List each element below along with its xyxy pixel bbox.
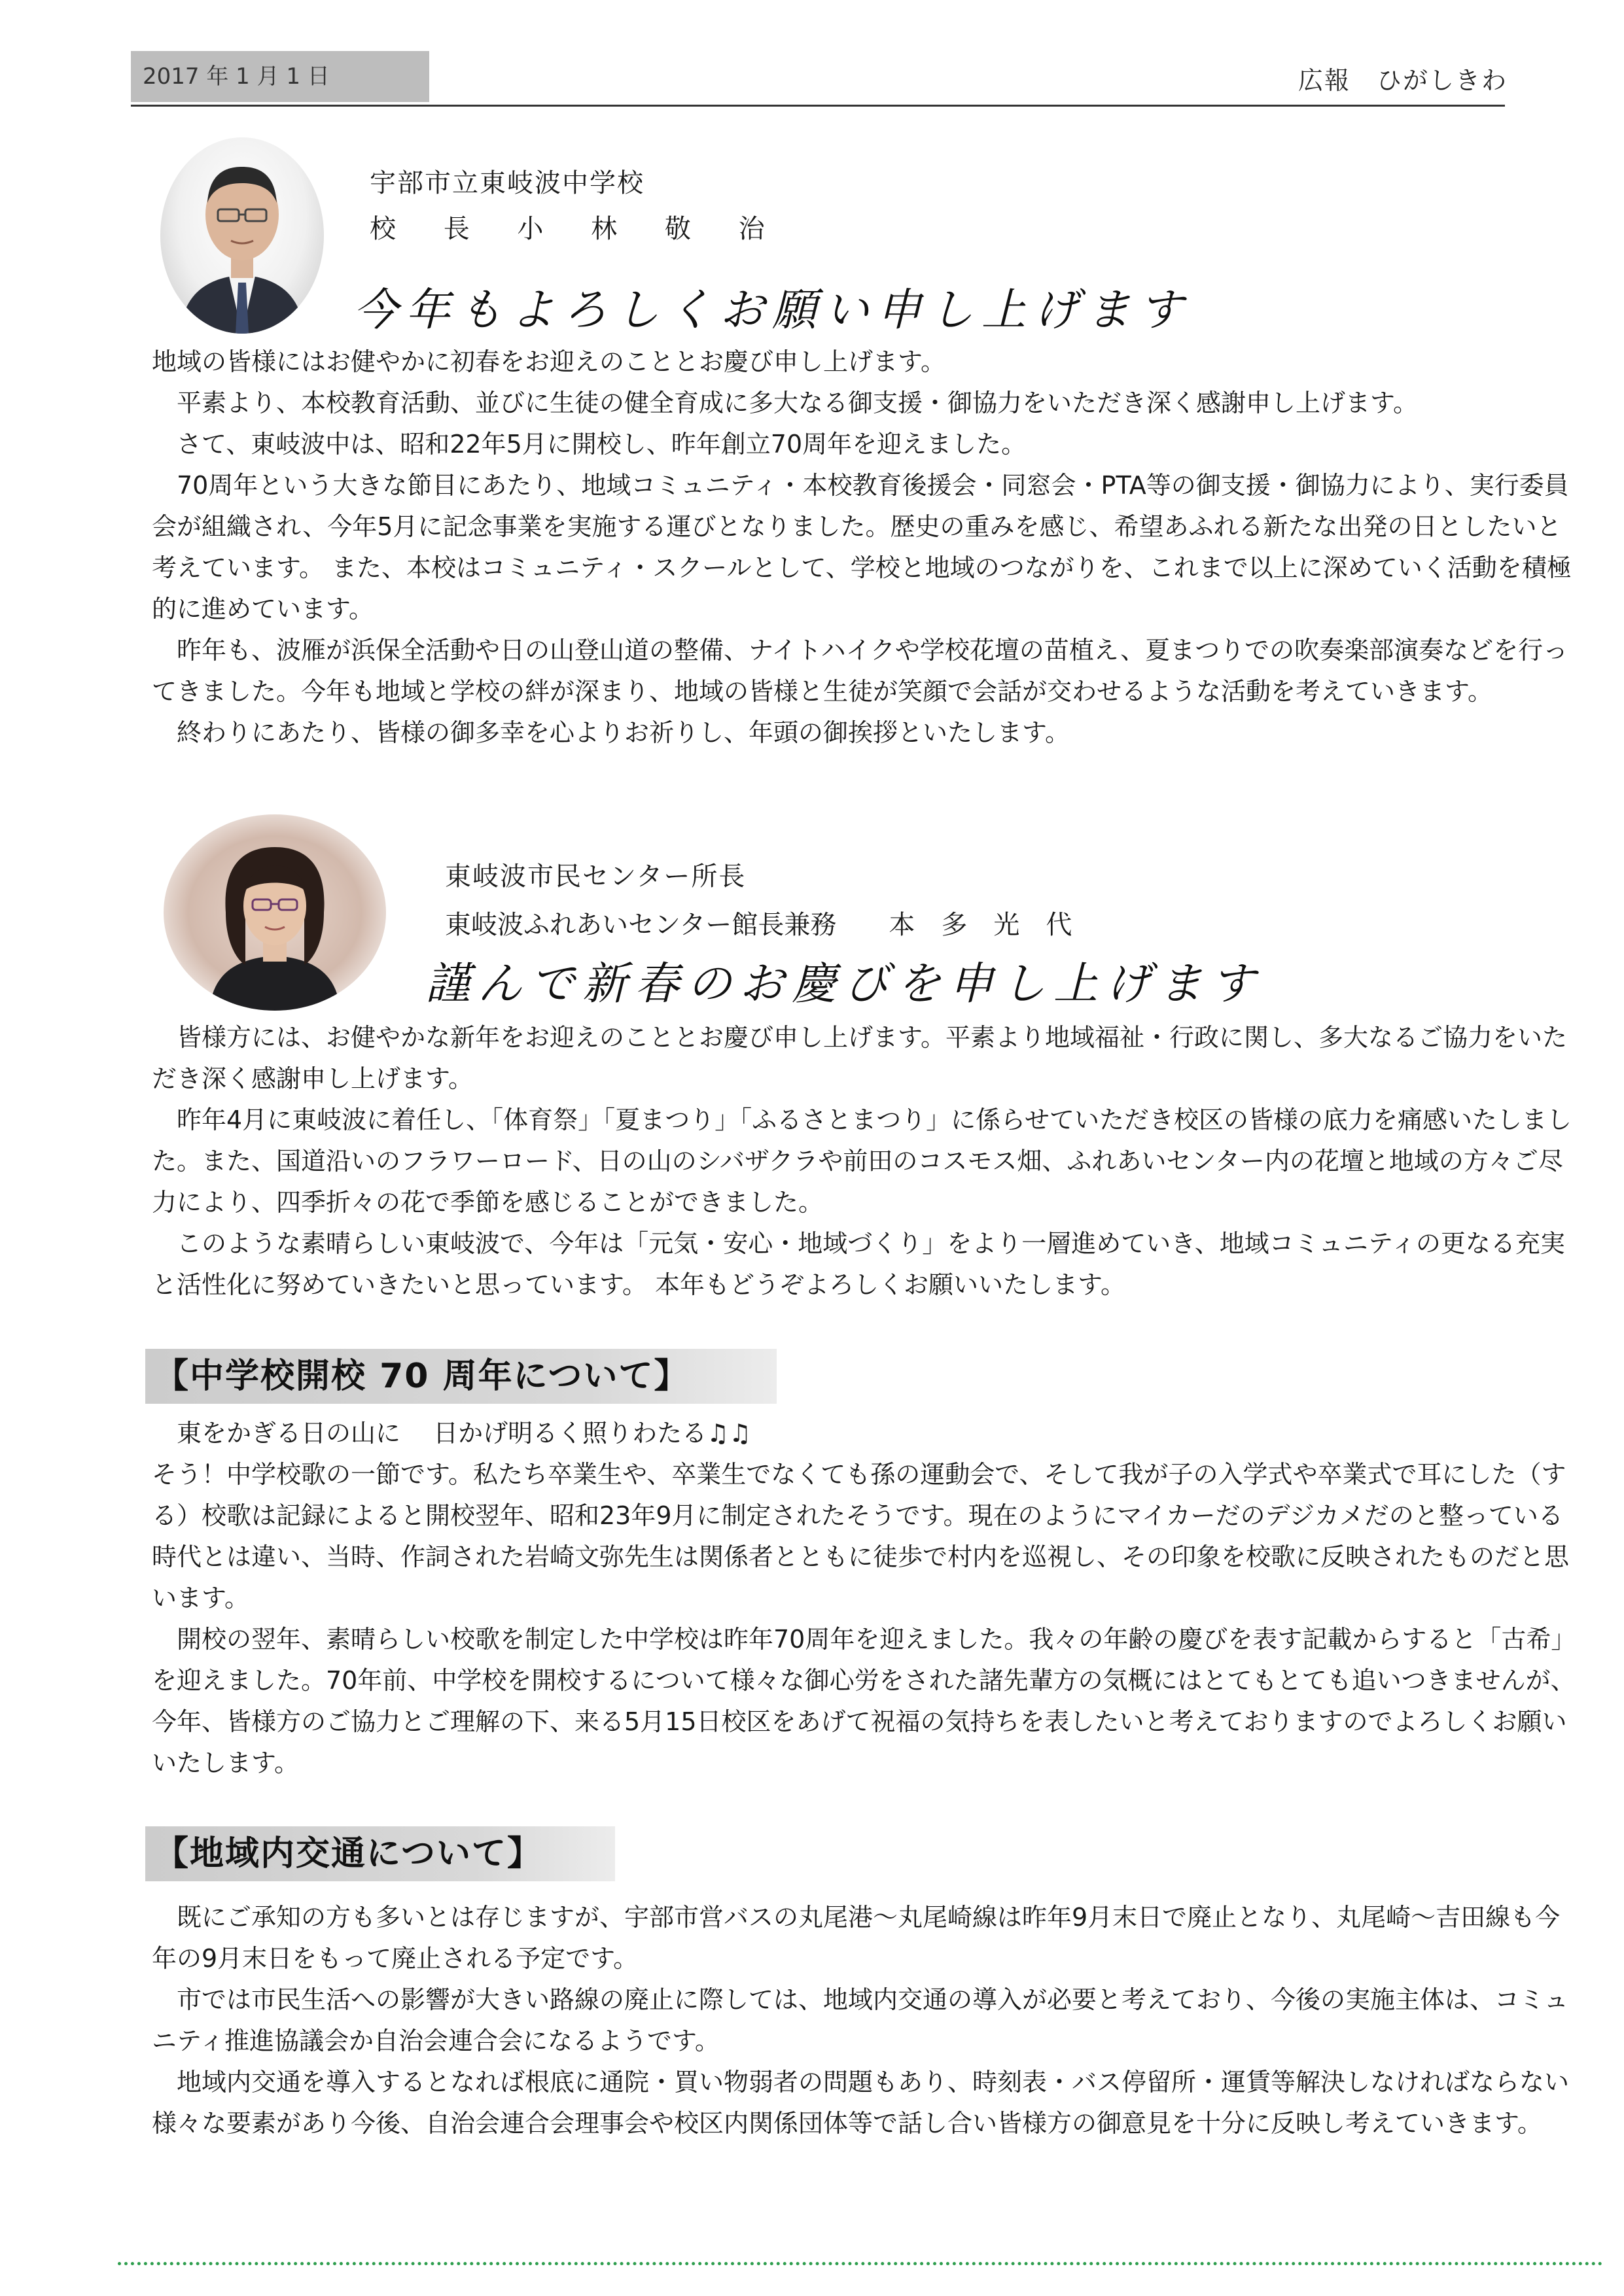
greeting2-body [152, 1017, 1585, 1306]
section1-paragraph: そう！中学校歌の一節です。私たち卒業生や、卒業生でなくても孫の運動会で、そして我が子の入学式や卒業式で耳にした（する）校歌は記録によると開校翌年、昭和23年9月に制定されたそうです。現在のようにマイカーだのデジカメだのと整っている時代とは違い、当時、作詞された岩崎文弥先生は関係者とともに徒歩で村内を巡視し、その印象を校歌に反映されたものだと思います。 [152, 1460, 1570, 1612]
greeting1-body [152, 341, 1585, 754]
issue-date: 2017 年 1 月 1 日 [131, 51, 429, 102]
footer-dotted-divider [118, 2262, 1603, 2265]
greeting2-paragraph: 昨年4月に東岐波に着任し、「体育祭」「夏まつり」「ふるさとまつり」に係らせていただき校区の皆様の底力を痛感いたしました。また、国道沿いのフラワーロード、日の山のシバザクラや前田のコスモス畑、ふれあいセンター内の花壇と地域の方々ご尽力により、四季折々の花で季節を感じることができました。 [152, 1105, 1572, 1217]
section-heading-anniversary: 【中学校開校 70 周年について】 [145, 1349, 777, 1404]
center-director-portrait [164, 814, 386, 1011]
greeting1-paragraph: 昨年も、波雁が浜保全活動や日の山登山道の整備、ナイトハイクや学校花壇の苗植え、夏まつりでの吹奏楽部演奏などを行ってきました。今年も地域と学校の絆が深まり、地域の皆様と生徒が笑顔で会話が交わせるような活動を考えていきます。 [152, 636, 1568, 706]
section2-paragraph: 市では市民生活への影響が大きい路線の廃止に際しては、地域内交通の導入が必要と考えており、今後の実施主体は、コミュニティ推進協議会か自治会連合会になるようです。 [152, 1985, 1569, 2055]
principal-portrait-image [160, 137, 324, 334]
greeting1-paragraph: 終わりにあたり、皆様の御多幸を心よりお祈りし、年頭の御挨拶といたします。 [152, 718, 1070, 747]
publication-name: 広報 ひがしきわ [1297, 66, 1508, 95]
section2-paragraph: 既にご承知の方も多いとは存じますが、宇部市営バスの丸尾港～丸尾崎線は昨年9月末日で廃止となり、丸尾崎～吉田線も今年の9月末日をもって廃止される予定です。 [152, 1903, 1561, 1973]
header-divider [131, 105, 1505, 107]
greeting1-paragraph: さて、東岐波中は、昭和22年5月に開校し、昨年創立70周年を迎えました。 [152, 430, 1027, 459]
section2-body [152, 1897, 1585, 2144]
greeting1-paragraph: 平素より、本校教育活動、並びに生徒の健全育成に多大なる御支援・御協力をいただき深く感謝申し上げます。 [152, 389, 1418, 417]
section1-paragraph: 開校の翌年、素晴らしい校歌を制定した中学校は昨年70周年を迎えました。我々の年齢の慶びを表す記載からすると「古希」を迎えました。70年前、中学校を開校するについて様々な御心労をされた諸先輩方の気概にはとてもとても追いつきませんが、今年、皆様方のご協力とご理解の下、来る5月15日校区をあげて祝福の気持ちを表したいと考えておりますのでよろしくお願いいたします。 [152, 1625, 1576, 1777]
greeting2-paragraph: 皆様方には、お健やかな新年をお迎えのこととお慶び申し上げます。平素より地域福祉・行政に関し、多大なるご協力をいただき深く感謝申し上げます。 [152, 1023, 1567, 1093]
section2-paragraph: 地域内交通を導入するとなれば根底に通院・買い物弱者の問題もあり、時刻表・バス停留所・運賃等解決しなければならない様々な要素があり今後、自治会連合会理事会や校区内関係団体等で話し合い皆様方の御意見を十分に反映し考えていきます。 [152, 2068, 1570, 2138]
center-director-portrait-image [164, 814, 386, 1011]
section-heading-local-transport: 【地域内交通について】 [145, 1826, 615, 1881]
greeting2-organization: 東岐波市民センター所長 [445, 861, 747, 892]
greeting1-organization: 宇部市立東岐波中学校 [370, 168, 644, 198]
greeting1-paragraph: 70周年という大きな節目にあたり、地域コミュニティ・本校教育後援会・同窓会・PTA等の御支援・御協力により、実行委員会が組織され、今年5月に記念事業を実施する運びとなりました。歴史の重みを感じ、希望あふれる新たな出発の日としたいと考えています。 また、本校はコミュニティ・スクールとして、学校と地域のつながりを、これまで以上に深めていく活動を積極的に進めています。 [152, 471, 1572, 623]
greeting2-name: 東岐波ふれあいセンター館長兼務 本 多 光 代 [445, 910, 1072, 940]
section1-body [152, 1413, 1585, 1784]
greeting2-paragraph: このような素晴らしい東岐波で、今年は「元気・安心・地域づくり」をより一層進めていき、地域コミュニティの更なる充実と活性化に努めていきたいと思っています。 本年もどうぞよろしくお願いいたします。 [152, 1229, 1565, 1299]
principal-portrait [160, 137, 324, 334]
greeting2-title: 謹んで新春のお慶びを申し上げます [425, 958, 1263, 1010]
greeting1-paragraph: 地域の皆様にはお健やかに初春をお迎えのこととお慶び申し上げます。 [152, 347, 945, 376]
greeting1-title: 今年もよろしくお願い申し上げます [353, 285, 1192, 336]
section1-paragraph: 東をかぎる日の山に 日かげ明るく照りわたる♫♫ [152, 1419, 752, 1448]
greeting1-name: 校 長 小 林 敬 治 [370, 214, 785, 244]
